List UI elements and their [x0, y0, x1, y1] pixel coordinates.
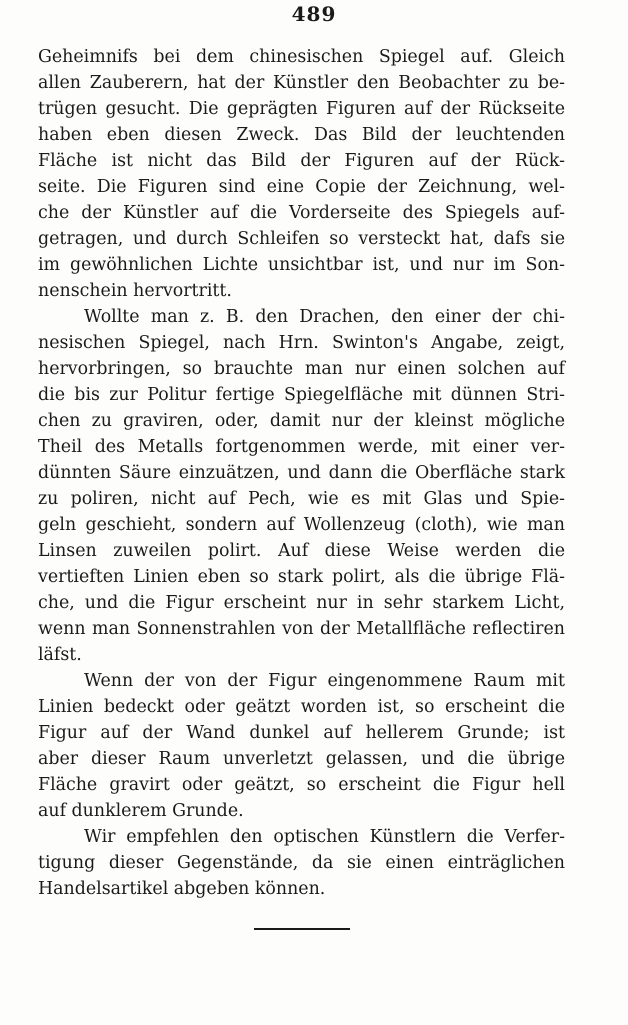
text-line: aber dieser Raum unverletzt gelassen, und die übrige [38, 749, 565, 769]
text-line: die bis zur Politur fertige Spiegelfläche mit dünnen Stri- [38, 385, 565, 405]
text-line: läfst. [38, 645, 82, 665]
text-line: Figur auf der Wand dunkel auf hellerem Grunde; ist [38, 723, 565, 743]
text-line: auf dunklerem Grunde. [38, 801, 244, 821]
text-line: getragen, und durch Schleifen so versteckt hat, dafs sie [38, 229, 565, 249]
body-text [38, 44, 565, 902]
text-line: allen Zauberern, hat der Künstler den Beobachter zu be- [38, 73, 565, 93]
text-line: trügen gesucht. Die geprägten Figuren auf der Rückseite [38, 99, 565, 119]
text-line: Handelsartikel abgeben können. [38, 879, 326, 899]
text-line: haben eben diesen Zweck. Das Bild der leuchtenden [38, 125, 565, 145]
text-line: wenn man Sonnenstrahlen von der Metallfläche reflectiren [38, 619, 565, 639]
text-line: Wollte man z. B. den Drachen, den einer der chi- [84, 307, 565, 327]
text-line: Fläche gravirt oder geätzt, so erscheint die Figur hell [38, 775, 565, 795]
text-line: Geheimnifs bei dem chinesischen Spiegel auf. Gleich [38, 47, 565, 67]
text-line: Wir empfehlen den optischen Künstlern die Verfer- [84, 827, 565, 847]
text-line: che, und die Figur erscheint nur in sehr starkem Licht, [38, 593, 565, 613]
text-line: vertieften Linien eben so stark polirt, als die übrige Flä- [38, 567, 565, 587]
text-line: zu poliren, nicht auf Pech, wie es mit Glas und Spie- [38, 489, 565, 509]
text-line: im gewöhnlichen Lichte unsichtbar ist, und nur im Son- [38, 255, 565, 275]
text-line: tigung dieser Gegenstände, da sie einen einträglichen [38, 853, 565, 873]
text-line: geln geschieht, sondern auf Wollenzeug (cloth), wie man [38, 515, 565, 535]
text-line: Wenn der von der Figur eingenommene Raum mit [84, 671, 565, 691]
section-divider [254, 928, 350, 930]
text-line: Fläche ist nicht das Bild der Figuren auf der Rück- [38, 151, 565, 171]
text-line: Linsen zuweilen polirt. Auf diese Weise werden die [38, 541, 565, 561]
text-line: che der Künstler auf die Vorderseite des Spiegels auf- [38, 203, 565, 223]
text-line: Theil des Metalls fortgenommen werde, mit einer ver- [38, 437, 565, 457]
text-line: nenschein hervortritt. [38, 281, 232, 301]
text-line: dünnten Säure einzuätzen, und dann die Oberfläche stark [38, 463, 565, 483]
page-number: 489 [291, 2, 337, 26]
text-line: hervorbringen, so brauchte man nur einen solchen auf [38, 359, 565, 379]
text-line: chen zu graviren, oder, damit nur der kleinst mögliche [38, 411, 565, 431]
text-line: seite. Die Figuren sind eine Copie der Zeichnung, wel- [38, 177, 565, 197]
text-line: Linien bedeckt oder geätzt worden ist, so erscheint die [38, 697, 565, 717]
text-line: nesischen Spiegel, nach Hrn. Swinton's Angabe, zeigt, [38, 333, 565, 353]
